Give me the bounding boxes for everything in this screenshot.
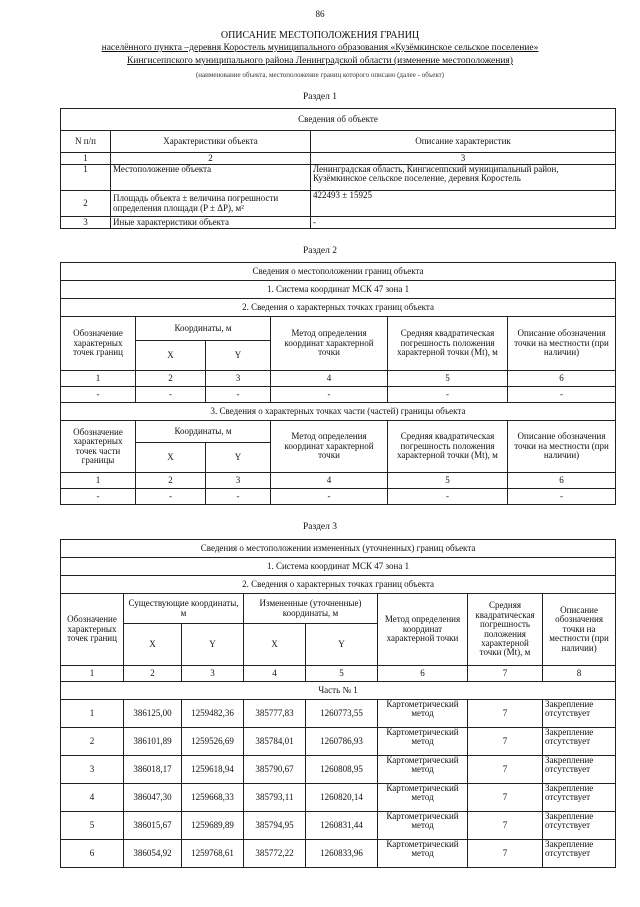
page-number: 86 [315,9,325,19]
boundary-points-caption: 2. Сведения о характерных точках границ объекта [61,576,616,594]
boundary-points-caption: 2. Сведения о характерных точках границ объекта [61,299,616,317]
header-description: Описание обозначения точки на местности (при наличии) [508,421,616,473]
existing-x: 386018,17 [124,756,182,784]
index-cell: 2 [124,666,182,682]
coordinate-system: 1. Система координат МСК 47 зона 1 [61,281,616,299]
row-number: 1 [61,165,111,191]
method: Картометрический метод [378,784,468,812]
header-characteristic: Характеристики объекта [111,131,311,153]
header-num: N п/п [61,131,111,153]
part-label: Часть № 1 [61,682,616,700]
existing-y: 1259482,36 [182,700,244,728]
index-cell: 5 [388,371,508,387]
document-title: ОПИСАНИЕ МЕСТОПОЛОЖЕНИЯ ГРАНИЦ [220,30,420,41]
point-number: 1 [61,700,124,728]
existing-x: 386054,92 [124,840,182,868]
method: Картометрический метод [378,700,468,728]
section-2-label: Раздел 2 [303,246,337,256]
header-point: Обозначение характерных точек части границы [61,421,136,473]
header-x: X [136,443,206,473]
table-row [61,165,616,191]
index-cell: 1 [61,153,111,165]
index-cell: 6 [508,473,616,489]
index-cell: 3 [206,371,271,387]
point-number: 3 [61,756,124,784]
header-changed-coordinates: Измененные (уточненные) координаты, м [244,594,378,624]
index-cell: 8 [543,666,616,682]
mt-value: 7 [468,784,543,812]
changed-y: 1260808,95 [306,756,378,784]
header-method: Метод определения координат характерной точки [271,317,388,371]
header-method: Метод определения координат характерной точки [271,421,388,473]
section-1-label: Раздел 1 [303,92,337,102]
index-cell: 6 [378,666,468,682]
existing-y: 1259618,94 [182,756,244,784]
existing-y: 1259768,61 [182,840,244,868]
existing-y: 1259526,69 [182,728,244,756]
header-y: Y [182,624,244,666]
header-description: Описание обозначения точки на местности (при наличии) [543,594,616,666]
header-error: Средняя квадратическая погрешность положения характерной точки (Mt), м [388,421,508,473]
header-y: Y [206,341,271,371]
existing-x: 386125,00 [124,700,182,728]
header-description: Описание обозначения точки на местности (при наличии) [508,317,616,371]
object-name-note: (наименование объекта, местоположение границ которого описано (далее - объект) [195,71,445,79]
mt-value: 7 [468,700,543,728]
table-row [61,756,616,784]
index-cell: 4 [271,473,388,489]
dash-cell: - [136,387,206,403]
point-number: 2 [61,728,124,756]
index-cell: 2 [136,371,206,387]
changed-x: 385772,22 [244,840,306,868]
table-row [61,728,616,756]
header-y: Y [206,443,271,473]
method: Картометрический метод [378,756,468,784]
row-number: 2 [61,191,111,217]
point-description: Закрепление отсутствует [543,812,616,840]
row-number: 3 [61,217,111,229]
header-x: X [136,341,206,371]
dash-cell: - [61,489,136,505]
point-description: Закрепление отсутствует [543,728,616,756]
section-2-caption: Сведения о местоположении границ объекта [61,263,616,281]
dash-cell: - [508,387,616,403]
header-description: Описание характеристик [311,131,616,153]
existing-x: 386015,67 [124,812,182,840]
existing-x: 386047,30 [124,784,182,812]
method: Картометрический метод [378,840,468,868]
mt-value: 7 [468,728,543,756]
existing-x: 386101,89 [124,728,182,756]
table-row [61,812,616,840]
table-row [61,489,616,505]
index-cell: 3 [206,473,271,489]
row-value: Ленинградская область, Кингисеппский муниципальный район, Кузёмкинское сельское поселение, деревня Коростель [311,165,616,191]
changed-y: 1260831,44 [306,812,378,840]
table-row [61,840,616,868]
table-row [61,191,616,217]
mt-value: 7 [468,840,543,868]
dash-cell: - [61,387,136,403]
index-cell: 6 [508,371,616,387]
part-points-caption: 3. Сведения о характерных точках части (частей) границы объекта [61,403,616,421]
point-number: 5 [61,812,124,840]
table-row [61,700,616,728]
header-point: Обозначение характерных точек границ [61,317,136,371]
index-cell: 7 [468,666,543,682]
dash-cell: - [388,387,508,403]
mt-value: 7 [468,756,543,784]
index-cell: 5 [388,473,508,489]
row-characteristic: Площадь объекта ± величина погрешности определения площади (P ± ΔP), м² [111,191,311,217]
point-description: Закрепление отсутствует [543,756,616,784]
changed-x: 385784,01 [244,728,306,756]
changed-x: 385777,83 [244,700,306,728]
index-cell: 4 [271,371,388,387]
coordinate-system: 1. Система координат МСК 47 зона 1 [61,558,616,576]
dash-cell: - [388,489,508,505]
header-x: X [244,624,306,666]
header-y: Y [306,624,378,666]
dash-cell: - [271,387,388,403]
section-3-label: Раздел 3 [303,522,337,532]
header-method: Метод определения координат характерной точки [378,594,468,666]
row-value: 422493 ± 15925 [311,191,616,217]
dash-cell: - [271,489,388,505]
header-point: Обозначение характерных точек границ [61,594,124,666]
header-error: Средняя квадратическая погрешность положения характерной точки (Mt), м [468,594,543,666]
index-cell: 2 [136,473,206,489]
dash-cell: - [136,489,206,505]
section-3-table [60,539,616,868]
method: Картометрический метод [378,812,468,840]
changed-x: 385793,11 [244,784,306,812]
index-cell: 1 [61,473,136,489]
header-x: X [124,624,182,666]
object-name-line-1: населённого пункта –деревня Коростель муниципального образования «Кузёмкинское сельское поселение» [101,43,539,53]
object-name-line-2: Кингисеппского муниципального района Ленинградской области (изменение местоположения) [127,56,513,66]
existing-y: 1259668,33 [182,784,244,812]
method: Картометрический метод [378,728,468,756]
index-cell: 3 [182,666,244,682]
table-row [61,784,616,812]
index-cell: 3 [311,153,616,165]
table-row [61,387,616,403]
row-characteristic: Иные характеристики объекта [111,217,311,229]
header-existing-coordinates: Существующие координаты, м [124,594,244,624]
header-error: Средняя квадратическая погрешность положения характерной точки (Mt), м [388,317,508,371]
mt-value: 7 [468,812,543,840]
point-description: Закрепление отсутствует [543,840,616,868]
section-3-caption: Сведения о местоположении измененных (уточненных) границ объекта [61,540,616,558]
index-cell: 1 [61,371,136,387]
header-coordinates: Координаты, м [136,421,271,443]
changed-y: 1260773,55 [306,700,378,728]
point-description: Закрепление отсутствует [543,700,616,728]
section-1-table [60,108,616,229]
index-cell: 1 [61,666,124,682]
row-characteristic: Местоположение объекта [111,165,311,191]
dash-cell: - [206,489,271,505]
dash-cell: - [508,489,616,505]
section-2-table [60,262,616,505]
point-description: Закрепление отсутствует [543,784,616,812]
changed-y: 1260833,96 [306,840,378,868]
dash-cell: - [206,387,271,403]
changed-x: 385790,67 [244,756,306,784]
changed-y: 1260820,14 [306,784,378,812]
row-value: - [311,217,616,229]
existing-y: 1259689,89 [182,812,244,840]
index-cell: 5 [306,666,378,682]
index-cell: 2 [111,153,311,165]
changed-x: 385794,95 [244,812,306,840]
point-number: 6 [61,840,124,868]
point-number: 4 [61,784,124,812]
table-row [61,217,616,229]
changed-y: 1260786,93 [306,728,378,756]
section-1-caption: Сведения об объекте [61,109,616,131]
index-cell: 4 [244,666,306,682]
header-coordinates: Координаты, м [136,317,271,341]
